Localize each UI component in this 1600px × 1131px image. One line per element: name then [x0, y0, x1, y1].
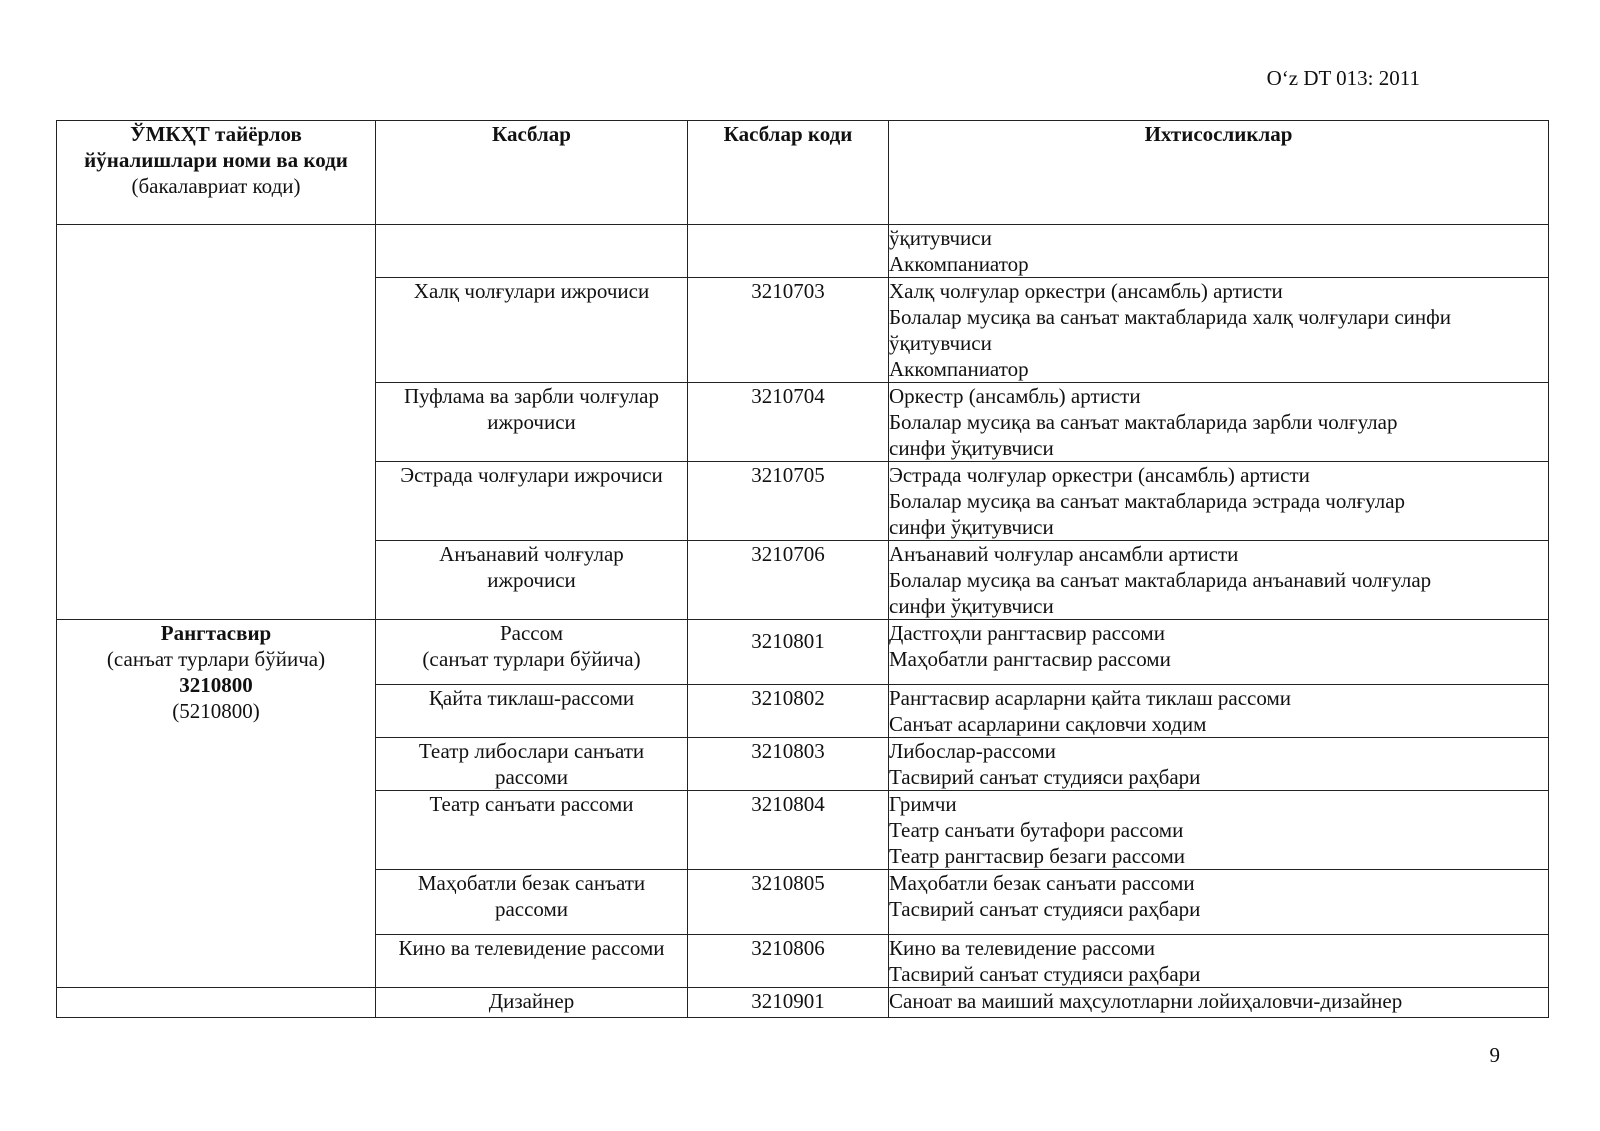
profession-cell	[376, 870, 688, 935]
profession-cell	[376, 988, 688, 1018]
profession-name: Кино ва телевидение рассоми	[398, 936, 665, 960]
direction-cell-empty	[57, 225, 376, 620]
profession-name: ижрочиси	[487, 568, 576, 592]
profession-code-cell: 3210704	[688, 383, 889, 462]
specialization-item: Тасвирий санъат студияси раҳбари	[889, 765, 1201, 789]
specialization-item: Тасвирий санъат студияси раҳбари	[889, 962, 1201, 986]
profession-name: Театр санъати рассоми	[429, 792, 634, 816]
specializations-cell	[889, 541, 1549, 620]
specialization-item: Кино ва телевидение рассоми	[889, 936, 1156, 960]
profession-code-cell: 3210806	[688, 935, 889, 988]
specialization-item: Эстрада чолғулар оркестри (ансамбль) артисти	[889, 463, 1310, 487]
specialization-item: Либослар-рассоми	[889, 739, 1056, 763]
profession-cell	[376, 383, 688, 462]
profession-name: Қайта тиклаш-рассоми	[428, 686, 635, 710]
profession-name: Рассом	[499, 621, 564, 645]
specializations-cell	[889, 870, 1549, 935]
specializations-cell	[889, 383, 1549, 462]
specialization-item: ўқитувчиси	[889, 331, 992, 355]
column-header-direction-line2: йўналишлари номи ва коди	[84, 148, 348, 172]
specialization-item: ўқитувчиси	[889, 226, 992, 250]
table-row	[57, 225, 1549, 278]
profession-cell	[376, 620, 688, 685]
specialization-item: Маҳобатли рангтасвир рассоми	[889, 647, 1171, 671]
specialization-item: Театр рангтасвир безаги рассоми	[889, 844, 1186, 868]
specialization-item: Болалар мусиқа ва санъат мактабларида эстрада чолғулар	[889, 489, 1406, 513]
column-header-direction	[57, 121, 376, 225]
specialization-item: Санъат асарларини сақловчи ходим	[889, 712, 1207, 736]
profession-cell	[376, 462, 688, 541]
profession-code-cell: 3210706	[688, 541, 889, 620]
specialization-item: Дастгоҳли рангтасвир рассоми	[889, 621, 1165, 645]
table-header-row	[57, 121, 1549, 225]
specialization-item: Аккомпаниатор	[889, 252, 1029, 276]
profession-name: Эстрада чолғулари ижрочиси	[400, 463, 663, 487]
profession-cell	[376, 791, 688, 870]
specialization-item: синфи ўқитувчиси	[889, 594, 1054, 618]
direction-cell-empty	[57, 988, 376, 1018]
profession-code-cell: 3210901	[688, 988, 889, 1018]
profession-cell	[376, 935, 688, 988]
profession-cell	[376, 541, 688, 620]
profession-name: (санъат турлари бўйича)	[422, 647, 641, 671]
professions-table	[56, 120, 1549, 1018]
profession-code-cell: 3210802	[688, 685, 889, 738]
profession-name: Дизайнер	[488, 989, 575, 1013]
profession-code-cell: 3210801	[688, 620, 889, 685]
specialization-item: Тасвирий санъат студияси раҳбари	[889, 897, 1201, 921]
direction-subtitle: (санъат турлари бўйича)	[106, 647, 326, 671]
specialization-item: Гримчи	[889, 792, 957, 816]
profession-name: Маҳобатли безак санъати	[417, 871, 646, 895]
profession-cell	[376, 738, 688, 791]
specialization-item: Анъанавий чолғулар ансамбли артисти	[889, 542, 1239, 566]
specializations-cell	[889, 738, 1549, 791]
profession-code-cell: 3210805	[688, 870, 889, 935]
direction-title: Рангтасвир	[160, 621, 272, 645]
specializations-cell	[889, 791, 1549, 870]
specializations-cell	[889, 685, 1549, 738]
specializations-cell	[889, 935, 1549, 988]
direction-code: 3210800	[179, 673, 253, 697]
specialization-item: Болалар мусиқа ва санъат мактабларида зарбли чолғулар	[889, 410, 1398, 434]
page-number: 9	[1489, 1043, 1500, 1067]
column-header-professions: Касблар	[376, 121, 688, 225]
profession-cell	[376, 685, 688, 738]
profession-cell	[376, 225, 688, 278]
direction-cell	[57, 620, 376, 988]
column-header-profession-code: Касблар коди	[688, 121, 889, 225]
specialization-item: Болалар мусиқа ва санъат мактабларида анъанавий чолғулар	[889, 568, 1432, 592]
profession-code-cell: 3210705	[688, 462, 889, 541]
specialization-item: Халқ чолғулар оркестри (ансамбль) артисти	[889, 279, 1283, 303]
profession-name: Анъанавий чолғулар	[439, 542, 624, 566]
profession-name: Халқ чолғулари ижрочиси	[413, 279, 650, 303]
specializations-cell	[889, 462, 1549, 541]
profession-name: рассоми	[494, 765, 569, 789]
profession-code-cell	[688, 225, 889, 278]
column-header-direction-line1: ЎМКҲТ тайёрлов	[130, 122, 302, 146]
direction-bachelor-code: (5210800)	[172, 699, 260, 723]
profession-code-cell: 3210703	[688, 278, 889, 383]
specializations-cell	[889, 278, 1549, 383]
specialization-item: Аккомпаниатор	[889, 357, 1029, 381]
specialization-item: Театр санъати бутафори рассоми	[889, 818, 1184, 842]
profession-name: рассоми	[494, 897, 569, 921]
specializations-cell	[889, 988, 1549, 1018]
specialization-item: Рангтасвир асарларни қайта тиклаш рассоми	[889, 686, 1291, 710]
specialization-item: синфи ўқитувчиси	[889, 436, 1054, 460]
column-header-direction-line3: (бакалавриат коди)	[131, 174, 301, 198]
specialization-item: Оркестр (ансамбль) артисти	[889, 384, 1141, 408]
document-code: O‘z DT 013: 2011	[1266, 66, 1420, 90]
specialization-item: Маҳобатли безак санъати рассоми	[889, 871, 1195, 895]
table-row	[57, 620, 1549, 685]
profession-name: ижрочиси	[487, 410, 576, 434]
profession-name: Театр либослари санъати	[418, 739, 645, 763]
profession-code-cell: 3210803	[688, 738, 889, 791]
specialization-item: Болалар мусиқа ва санъат мактабларида халқ чолғулари синфи	[889, 305, 1451, 329]
profession-name: Пуфлама ва зарбли чолғулар	[404, 384, 659, 408]
profession-cell	[376, 278, 688, 383]
profession-code-cell: 3210804	[688, 791, 889, 870]
specializations-cell	[889, 620, 1549, 685]
column-header-specializations: Ихтисосликлар	[889, 121, 1549, 225]
specialization-item: Саноат ва маиший маҳсулотларни лойиҳаловчи-дизайнер	[889, 989, 1403, 1013]
specialization-item: синфи ўқитувчиси	[889, 515, 1054, 539]
table-row	[57, 988, 1549, 1018]
specializations-cell	[889, 225, 1549, 278]
